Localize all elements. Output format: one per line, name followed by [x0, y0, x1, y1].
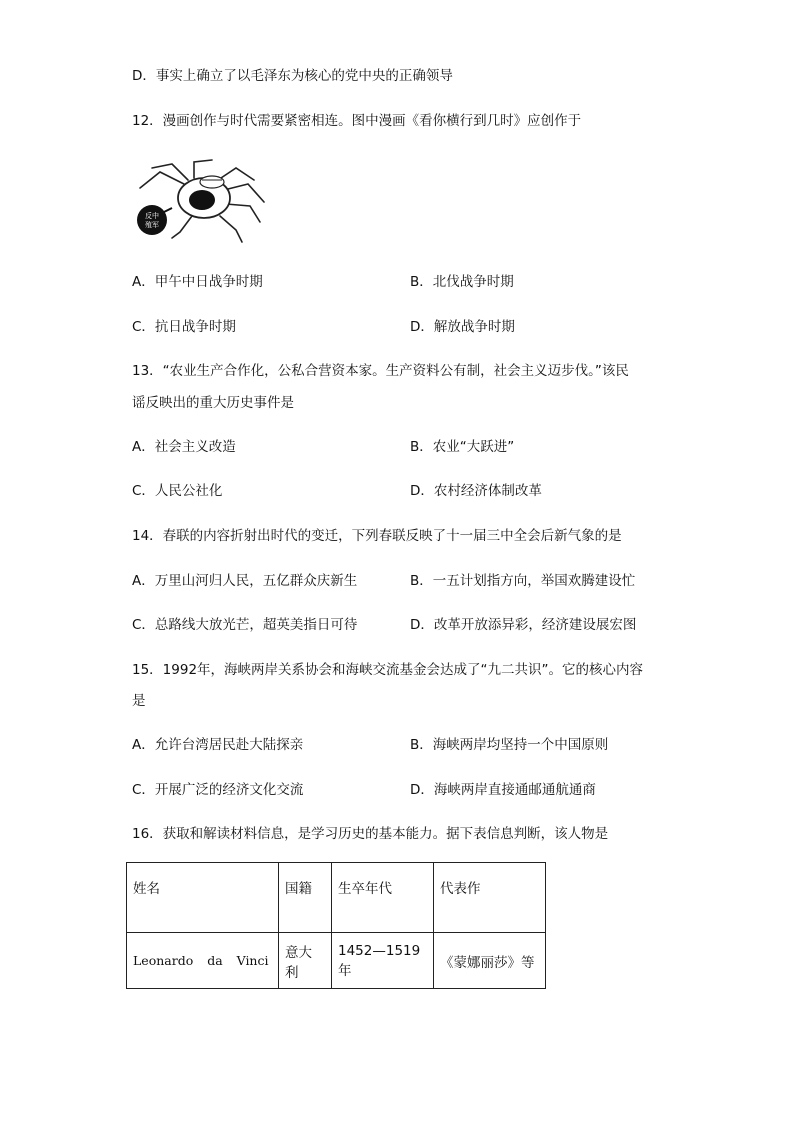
cartoon-text-1: 反中 — [145, 212, 159, 220]
table-row — [127, 933, 546, 989]
cell-nationality: 意大利 — [279, 933, 332, 989]
q15-option-a: A．允许台湾居民赴大陆探亲 — [132, 737, 304, 753]
q13-option-c: C．人民公社化 — [132, 483, 223, 499]
q12-option-c: C．抗日战争时期 — [132, 319, 236, 335]
q16-stem: 16．获取和解读材料信息，是学习历史的基本能力。据下表信息判断，该人物是 — [132, 826, 609, 842]
table-header-row — [127, 863, 546, 933]
q14-option-c: C．总路线大放光芒，超英美指日可待 — [132, 617, 358, 633]
crab-cartoon-image — [132, 158, 268, 244]
q12-option-a: A．甲午中日战争时期 — [132, 274, 263, 290]
header-name: 姓名 — [127, 863, 279, 933]
cell-name: Leonardo da Vinci — [127, 933, 279, 989]
q13-stem-line2: 谣反映出的重大历史事件是 — [132, 395, 294, 411]
q13-option-d: D．农村经济体制改革 — [410, 483, 542, 499]
q15-option-b: B．海峡两岸均坚持一个中国原则 — [410, 737, 609, 753]
q13-stem-line1: 13．“农业生产合作化，公私合营资本家。生产资料公有制，社会主义迈步伐。”该民 — [132, 363, 629, 379]
header-years: 生卒年代 — [332, 863, 434, 933]
cell-years: 1452—1519年 — [332, 933, 434, 989]
q12-stem: 12．漫画创作与时代需要紧密相连。图中漫画《看你横行到几时》应创作于 — [132, 113, 582, 129]
cell-works: 《蒙娜丽莎》等 — [434, 933, 546, 989]
person-info-table — [126, 862, 546, 989]
q12-option-d: D．解放战争时期 — [410, 319, 515, 335]
q13-option-a: A．社会主义改造 — [132, 439, 236, 455]
q15-option-d: D．海峡两岸直接通邮通航通商 — [410, 782, 596, 798]
q14-option-a: A．万里山河归人民，五亿群众庆新生 — [132, 573, 358, 589]
header-nationality: 国籍 — [279, 863, 332, 933]
q14-option-b: B．一五计划指方向，举国欢腾建设忙 — [410, 573, 636, 589]
q15-stem-line1: 15．1992年，海峡两岸关系协会和海峡交流基金会达成了“九二共识”。它的核心内容 — [132, 662, 644, 678]
q14-stem: 14．春联的内容折射出时代的变迁，下列春联反映了十一届三中全会后新气象的是 — [132, 528, 622, 544]
q12-option-b: B．北伐战争时期 — [410, 274, 514, 290]
q15-stem-line2: 是 — [132, 693, 146, 709]
cartoon-text-2: 殖军 — [145, 221, 159, 229]
q13-option-b: B．农业“大跃进” — [410, 439, 515, 455]
q11-option-d: D．事实上确立了以毛泽东为核心的党中央的正确领导 — [132, 68, 453, 84]
q15-option-c: C．开展广泛的经济文化交流 — [132, 782, 304, 798]
q14-option-d: D．改革开放添异彩，经济建设展宏图 — [410, 617, 637, 633]
header-works: 代表作 — [434, 863, 546, 933]
